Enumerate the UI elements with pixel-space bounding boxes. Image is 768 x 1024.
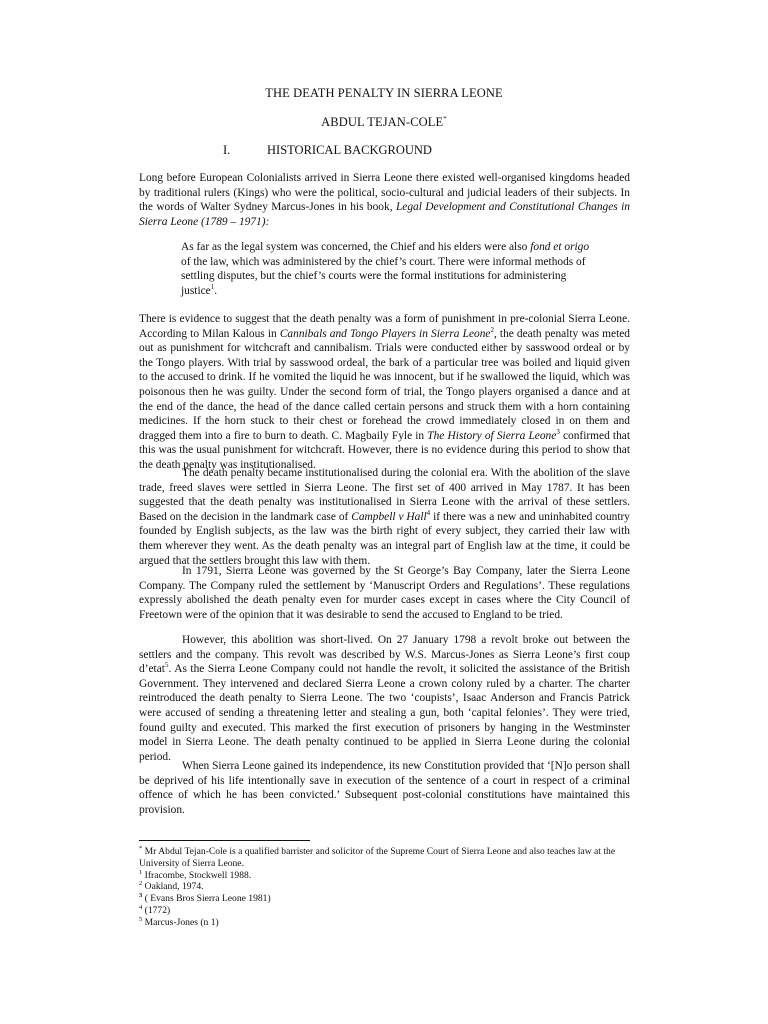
footnote-text: Oakland, 1974. — [142, 881, 204, 893]
paragraph-colonial-era — [139, 466, 630, 568]
paragraph-text: . As the Sierra Leone Company could not handle the revolt, it solicited the assistance of the British Government. They intervened and declared Sierra Leone a crown colony ruled by a charter. The charter reintroduced the death penalty to Sierra Leone. The two ‘coupists’, Isaac Anderson and Francis Patrick were accused of sending a threatening letter and stealing a gun, both ‘capital felonies’. They were tried, found guilty and executed. This marked the first execution of prisoners by hanging in the Westminster model in Sierra Leone. The death penalty continued to be applied in Sierra Leone during the colonial period. — [139, 663, 630, 763]
footnote-item — [139, 881, 630, 893]
footnote-number: 5 — [139, 915, 143, 923]
paragraph-text: There is evidence to suggest that the death penalty was a form of punishment in pre-colonial Sierra Leone. According to Milan Kalous in — [139, 313, 630, 340]
paragraph-text: The death penalty became institutionalised during the colonial era. With the abolition of the slave trade, freed slaves were settled in Sierra Leone. The first set of 400 arrived in May 1787. It has been suggested that the death penalty was institutionalised in Sierra Leone with the arrival of these settlers. Based on the decision in the landmark case of — [139, 467, 630, 523]
paragraph-text: if there was a new and uninhabited country founded by English subjects, as the law was the birth right of every subject, they carried their law with them wherever they went. As the death penalty was an integral part of English law at the time, it could be argued that the settlers brought this law with them. — [139, 510, 630, 567]
paragraph-text: However, this abolition was short-lived. On 27 January 1798 a revolt broke out between the settlers and the company. This revolt was described by W.S. Marcus-Jones as Sierra Leone’s first coup d’etat — [139, 634, 630, 676]
paragraph-precolonial — [139, 312, 630, 473]
footnotes — [139, 846, 630, 929]
book-title: The History of Sierra Leone — [427, 429, 557, 442]
paragraph-intro — [139, 171, 630, 229]
paragraph-independence: When Sierra Leone gained its independence, its new Constitution provided that ‘[N]o person shall be deprived of his life intentionally save in execution of the sentence of a court in respect of a criminal offence of which he has been convicted.’ Subsequent post-colonial constitutions have maintained this provision. — [139, 760, 630, 816]
footnote-mark: 4 — [426, 508, 431, 517]
block-quote — [181, 240, 590, 298]
paragraph-text: , the death penalty was meted out as punishment for witchcraft and cannibalism. Trials were conducted either by sasswood ordeal or by the Tongo players. With trial by sasswood ordeal, the bark of a particular tree was boiled and liquid given to the accused to drink. If he vomited the liquid he was innocent, but if he swallowed the liquid, which was poisonous then he was guilty. Under the second form of trial, the Tongo players organised a dance and at the end of the dance, the head of the dance called certain persons and struck them with a horn containing medicines. If the horn stuck to their chest or forehead the crowd immediately closed in on them and dragged them into a fire to burn to death. C. Magbaily Fyle in — [139, 327, 631, 442]
footnote-item — [139, 905, 630, 917]
author-name: ABDUL TEJAN-COLE — [321, 115, 444, 129]
author-line — [0, 115, 768, 130]
latin-phrase: fond et origo — [530, 241, 590, 253]
footnote-mark: 3 — [556, 427, 560, 436]
footnote-text: Ifracombe, Stockwell 1988. — [142, 869, 252, 881]
footnote-number: 3 — [139, 892, 143, 899]
footnote-number: 1 — [139, 868, 143, 876]
footnote-item — [139, 893, 630, 905]
footnote-divider — [139, 840, 310, 841]
book-title: Cannibals and Tongo Players in Sierra Leone — [279, 327, 491, 340]
footnote-mark: 5 — [164, 661, 169, 670]
book-title: Legal Development and Constitutional Changes in Sierra Leone (1789 – 1971) — [139, 201, 630, 228]
footnote-item — [139, 846, 630, 870]
footnote-mark: 1 — [210, 282, 215, 291]
footnote-text: (1772) — [142, 904, 171, 916]
paragraph-text: : — [265, 215, 270, 228]
case-name: Campbell v Hall — [351, 510, 427, 523]
footnote-number: * — [139, 844, 143, 852]
quote-text: of the law, which was administered by the chief’s court. There were informal methods of settling disputes, but the chief’s courts were the formal institutions for administering justice — [181, 255, 586, 297]
footnote-text: Marcus-Jones (n 1) — [142, 916, 219, 928]
section-number: I. — [223, 143, 231, 157]
footnote-mark: 2 — [490, 325, 494, 334]
section-heading: HISTORICAL BACKGROUND — [267, 143, 432, 157]
paragraph-1791: In 1791, Sierra Leone was governed by the St George’s Bay Company, later the Sierra Leone Company. The Company ruled the settlement by ‘Manuscript Orders and Regulations’. These regulations expressly abolished the death penalty even for murder cases except in cases where the City Council of Freetown were of the opinion that it was desirable to send the accused to England to be tried. — [139, 565, 630, 621]
footnote-number: 2 — [139, 880, 143, 888]
document-title: THE DEATH PENALTY IN SIERRA LEONE — [265, 86, 503, 100]
paragraph-text: Long before European Colonialists arrived in Sierra Leone there existed well-organised kingdoms headed by traditional rulers (Kings) who were the political, socio-cultural and judicial leaders of their subjects. In the words of Walter Sydney Marcus-Jones in his book, — [139, 172, 630, 214]
paragraph-revolt — [139, 633, 630, 764]
footnote-item — [139, 917, 630, 929]
quote-text: As far as the legal system was concerned, the Chief and his elders were also — [181, 241, 531, 253]
footnote-item — [139, 870, 630, 882]
footnote-text: ( Evans Bros Sierra Leone 1981) — [142, 893, 271, 905]
footnote-text: Mr Abdul Tejan-Cole is a qualified barrister and solicitor of the Supreme Court of Sierra Leone and also teaches law at the University of Sierra Leone. — [139, 846, 616, 869]
paragraph-text: confirmed that this was the usual punishment for witchcraft. However, there is no evidence during this period to show that the death penalty was institutionalised. — [139, 429, 630, 471]
author-footnote-mark: * — [443, 114, 447, 123]
footnote-number: 4 — [139, 903, 143, 911]
quote-text: . — [214, 284, 218, 297]
